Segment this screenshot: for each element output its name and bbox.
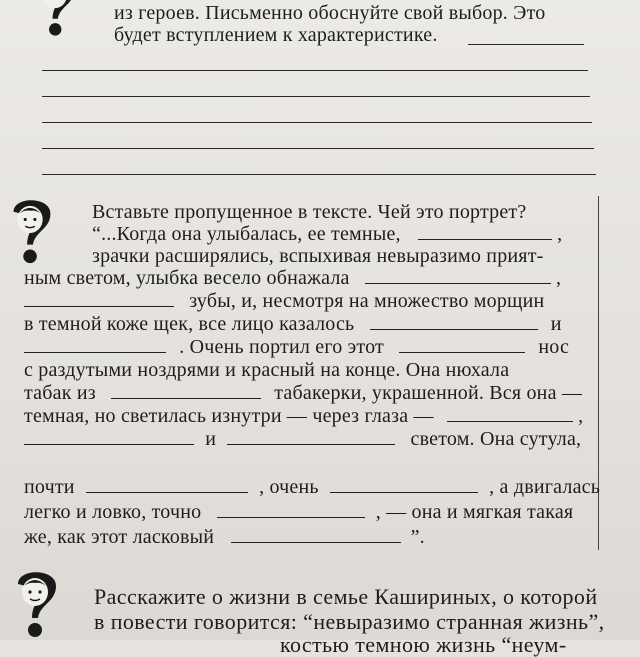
text-line bbox=[24, 501, 573, 523]
answer-line bbox=[468, 44, 584, 45]
text-line bbox=[24, 267, 561, 289]
text-line bbox=[24, 313, 562, 335]
fill-blank[interactable] bbox=[370, 313, 538, 330]
fill-blank[interactable] bbox=[365, 267, 551, 284]
text-fragment: , — она и мягкая такая bbox=[375, 501, 574, 523]
text-line: зрачки расширялись, вспыхивая невыразимо прият- bbox=[92, 245, 544, 267]
text-fragment: ным светом, улыбка весело обнажала bbox=[24, 267, 350, 289]
answer-line bbox=[42, 70, 588, 71]
answer-line bbox=[42, 96, 590, 97]
task-text: будет вступлением к характеристике. bbox=[114, 24, 438, 46]
fill-blank[interactable] bbox=[447, 405, 573, 422]
text-fragment: в темной коже щек, все лицо казалось bbox=[24, 313, 355, 335]
text-line bbox=[24, 336, 569, 358]
answer-line bbox=[42, 122, 592, 123]
text-line bbox=[24, 290, 544, 312]
text-fragment: табакерки, украшенной. Вся она — bbox=[274, 382, 583, 404]
task-text: Вставьте пропущенное в тексте. Чей это портрет? bbox=[92, 201, 527, 223]
text-fragment: ”. bbox=[410, 526, 425, 548]
text-fragment: . Очень портил его этот bbox=[179, 336, 384, 358]
fill-blank[interactable] bbox=[24, 290, 174, 307]
text-fragment: , bbox=[578, 405, 584, 427]
text-line bbox=[24, 382, 582, 404]
fill-blank[interactable] bbox=[24, 428, 194, 445]
text-fragment: почти bbox=[24, 476, 75, 498]
answer-line bbox=[42, 148, 594, 149]
fill-blank[interactable] bbox=[86, 476, 248, 493]
thinking-question-mark-icon bbox=[0, 200, 64, 268]
text-fragment: и bbox=[205, 428, 217, 450]
thinking-question-mark-icon bbox=[24, 0, 90, 40]
text-fragment: , bbox=[557, 223, 563, 245]
text-line: с раздутыми ноздрями и красный на конце. Она нюхала bbox=[24, 359, 510, 381]
text-fragment: , очень bbox=[259, 476, 319, 498]
text-fragment: , bbox=[556, 267, 562, 289]
task-text: в повести говорится: “невыразимо странная жизнь”, bbox=[94, 609, 605, 634]
text-line bbox=[24, 428, 581, 450]
fill-blank[interactable] bbox=[330, 476, 478, 493]
text-fragment: легко и ловко, точно bbox=[24, 501, 202, 523]
text-fragment: нос bbox=[538, 336, 570, 358]
fill-blank[interactable] bbox=[111, 382, 261, 399]
answer-line bbox=[42, 174, 596, 175]
text-line bbox=[24, 476, 600, 498]
text-fragment: табак из bbox=[24, 382, 96, 404]
thinking-question-mark-icon bbox=[4, 572, 70, 642]
fill-blank[interactable] bbox=[231, 526, 401, 543]
text-fragment: “...Когда она улыбалась, ее темные, bbox=[92, 223, 401, 245]
fill-blank[interactable] bbox=[217, 501, 365, 518]
text-fragment: светом. Она сутула, bbox=[410, 428, 582, 450]
task-text: Расскажите о жизни в семье Кашириных, о которой bbox=[94, 584, 598, 609]
text-fragment: и bbox=[550, 313, 562, 335]
text-fragment: зубы, и, несмотря на множество морщин bbox=[189, 290, 545, 312]
text-fragment: темная, но светилась изнутри — через глаза — bbox=[24, 405, 434, 427]
text-fragment: же, как этот ласковый bbox=[24, 526, 215, 548]
fill-blank[interactable] bbox=[24, 336, 166, 353]
task-text: костью темною жизнь “неум- bbox=[280, 632, 567, 657]
fill-blank[interactable] bbox=[227, 428, 395, 445]
task-text: из героев. Письменно обоснуйте свой выбор. Это bbox=[114, 2, 546, 24]
text-line bbox=[92, 223, 562, 245]
text-line bbox=[24, 405, 583, 427]
text-line bbox=[24, 526, 425, 548]
text-fragment: , а двигалась bbox=[489, 476, 601, 498]
fill-blank[interactable] bbox=[399, 336, 525, 353]
fill-blank[interactable] bbox=[418, 223, 552, 240]
